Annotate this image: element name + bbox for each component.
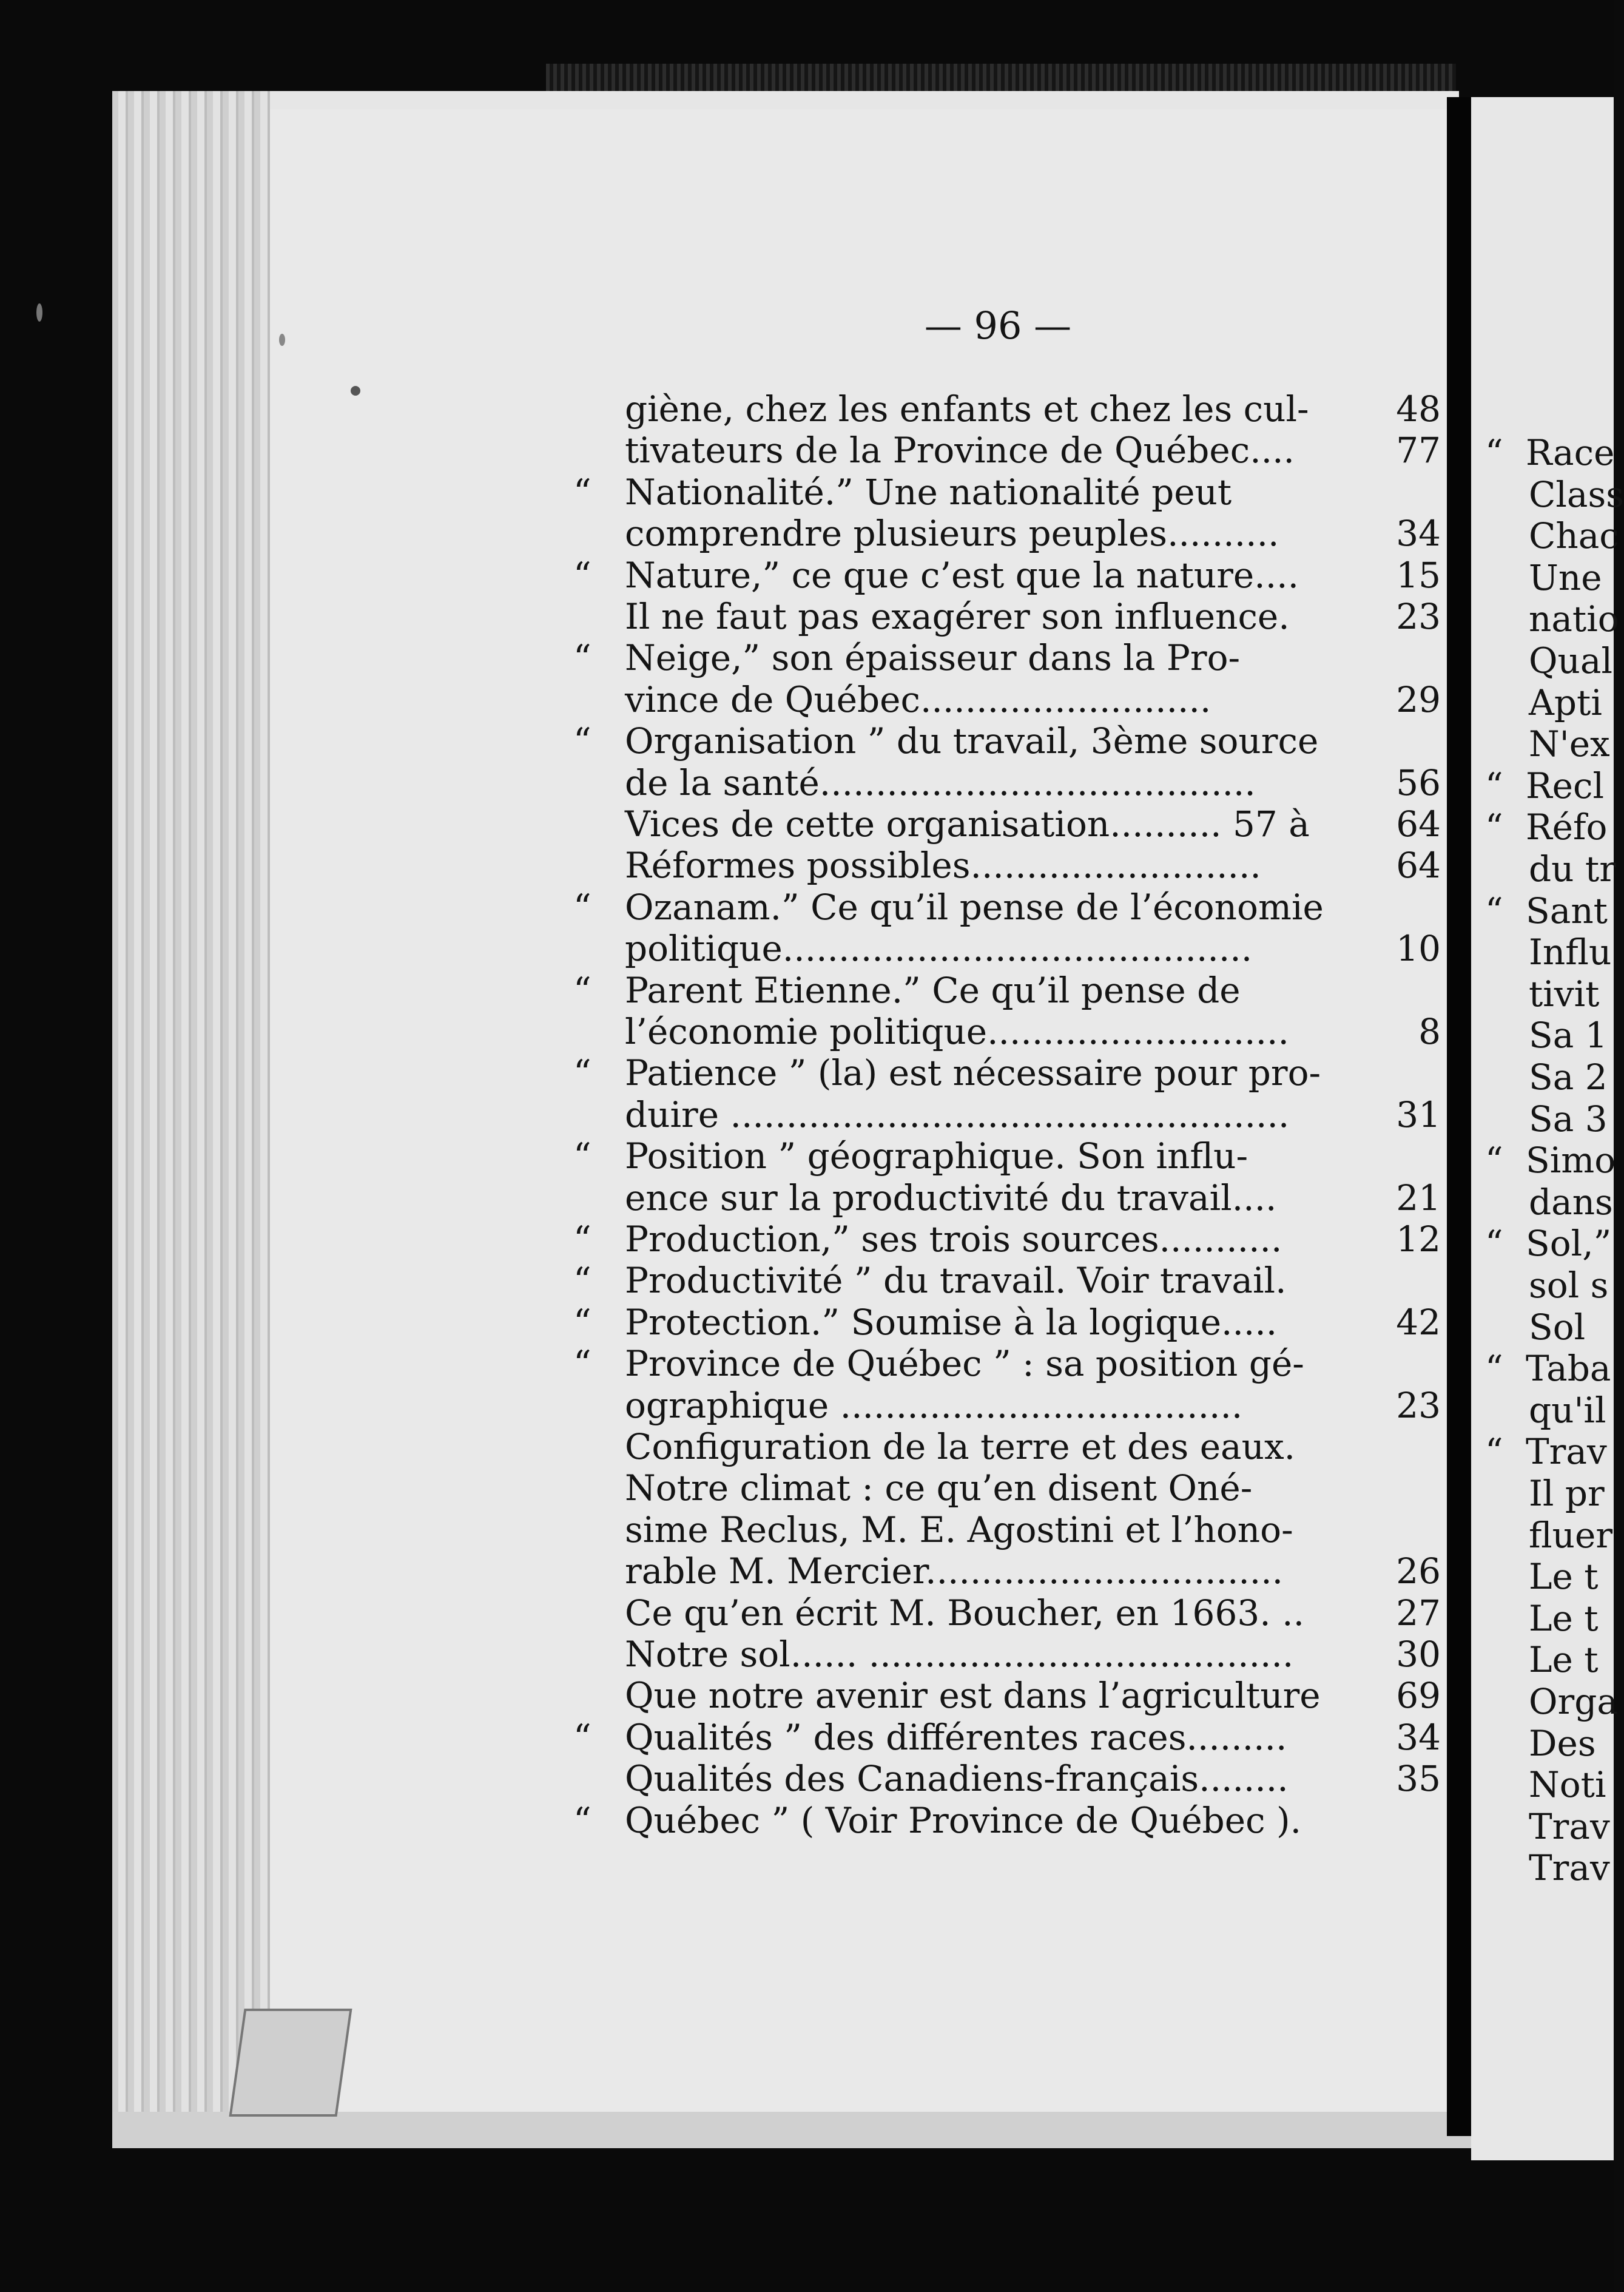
index-entry-text: politique..........................................: [625, 928, 1253, 969]
index-entry-text: sime Reclus, M. E. Agostini et l’hono-: [625, 1509, 1293, 1550]
right-page-fragment: Le t: [1529, 1639, 1599, 1680]
right-page-fragment: dans: [1529, 1181, 1613, 1223]
quote-mark: “: [573, 555, 591, 596]
quote-mark: “: [573, 1302, 591, 1343]
right-page-fragment: Le t: [1529, 1556, 1599, 1597]
right-page-fragment: Recl: [1526, 765, 1605, 806]
right-page-fragment: Chac: [1529, 515, 1619, 556]
page-reference: 15: [1396, 555, 1441, 596]
page-reference: 30: [1396, 1634, 1441, 1675]
right-page-fragment: Sa 1: [1529, 1015, 1608, 1056]
quote-mark: “: [573, 1800, 591, 1841]
right-page-fragment: natio: [1529, 598, 1619, 640]
right-page-fragment: Sol,”: [1526, 1223, 1612, 1264]
page-reference: 31: [1396, 1094, 1441, 1135]
page-reference: 64: [1396, 803, 1441, 845]
page-number: — 96 —: [924, 303, 1072, 348]
quote-mark: “: [573, 1135, 591, 1177]
quote-mark: “: [573, 1717, 591, 1758]
quote-mark: “: [573, 472, 591, 513]
quote-mark: “: [573, 1343, 591, 1384]
index-entry-text: Réformes possibles..........................: [625, 845, 1261, 886]
index-entry-text: Province de Québec ” : sa position gé-: [625, 1343, 1304, 1384]
page-reference: 21: [1396, 1177, 1441, 1219]
page-reference: 48: [1396, 388, 1441, 430]
right-page-fragment: Trav: [1526, 1431, 1607, 1472]
index-entry-text: Protection.” Soumise à la logique.....: [625, 1302, 1278, 1343]
right-page-fragment: du tr: [1529, 848, 1616, 890]
page-reference: 64: [1396, 845, 1441, 886]
right-page-fragment: Il pr: [1529, 1473, 1605, 1514]
quote-mark: “: [573, 1260, 591, 1301]
right-page-fragment: Race: [1526, 432, 1615, 473]
index-entry-text: comprendre plusieurs peuples..........: [625, 513, 1279, 554]
right-page-fragment: Réfo: [1526, 806, 1608, 848]
book-gutter: [1447, 97, 1471, 2136]
index-entry-text: Patience ” (la) est nécessaire pour pro-: [625, 1052, 1321, 1094]
quote-mark: “: [1485, 1140, 1503, 1181]
ink-spot: [351, 386, 360, 396]
ink-spot: [279, 334, 285, 346]
index-entry-text: Organisation ” du travail, 3ème source: [625, 720, 1319, 762]
index-entry-text: Productivité ” du travail. Voir travail.: [625, 1260, 1287, 1301]
page-reference: 42: [1396, 1302, 1441, 1343]
right-page-fragment: Taba: [1526, 1348, 1611, 1389]
index-entry-text: Vices de cette organisation.......... 57 à: [625, 803, 1310, 845]
index-entry-text: Notre climat : ce qu’en disent Oné-: [625, 1467, 1253, 1509]
right-page-fragment: Qual: [1529, 640, 1613, 681]
quote-mark: “: [1485, 1431, 1503, 1472]
index-entry-text: Qualités ” des différentes races.........: [625, 1717, 1287, 1758]
page-reference: 35: [1396, 1758, 1441, 1799]
right-page-fragment: Sa 3: [1529, 1098, 1608, 1140]
quote-mark: “: [1485, 890, 1503, 931]
index-entry-text: Notre sol...... ......................................: [625, 1634, 1294, 1675]
index-entry-text: Qualités des Canadiens-français........: [625, 1758, 1289, 1799]
right-page-fragment: Orga: [1529, 1681, 1618, 1722]
right-page-fragment: Apti: [1529, 682, 1602, 723]
quote-mark: “: [1485, 1348, 1503, 1389]
right-page-fragment: N'ex: [1529, 723, 1610, 765]
quote-mark: “: [573, 970, 591, 1011]
index-entry-text: Production,” ses trois sources...........: [625, 1219, 1282, 1260]
index-entry-text: ence sur la productivité du travail....: [625, 1177, 1277, 1219]
quote-mark: “: [573, 720, 591, 762]
right-page-fragment: Simo: [1526, 1140, 1616, 1181]
page-reference: 29: [1396, 679, 1441, 720]
index-entry-text: Ce qu’en écrit M. Boucher, en 1663. ..: [625, 1592, 1305, 1634]
quote-mark: “: [573, 1219, 591, 1260]
page-reference: 34: [1396, 513, 1441, 554]
page-reference: 27: [1396, 1592, 1441, 1634]
right-page-fragment: Trav: [1529, 1847, 1610, 1888]
page-reference: 8: [1418, 1011, 1441, 1052]
page-stack-edges: [112, 91, 270, 2142]
page-reference: 77: [1396, 430, 1441, 471]
page-reference: 23: [1396, 596, 1441, 637]
index-entry-text: de la santé.......................................: [625, 762, 1256, 803]
index-entry-text: duire ..................................................: [625, 1094, 1290, 1135]
quote-mark: “: [1485, 806, 1503, 848]
right-page-fragment: Sant: [1526, 890, 1608, 931]
index-entry-text: l’économie politique...........................: [625, 1011, 1289, 1052]
index-entry-text: tivateurs de la Province de Québec....: [625, 430, 1295, 471]
quote-mark: “: [573, 637, 591, 678]
index-entry-text: Neige,” son épaisseur dans la Pro-: [625, 637, 1241, 678]
right-page-fragment: fluer: [1529, 1515, 1613, 1556]
quote-mark: “: [1485, 1223, 1503, 1264]
quote-mark: “: [1485, 765, 1503, 806]
page-reference: 69: [1396, 1675, 1441, 1716]
right-page-fragment: Des: [1529, 1723, 1596, 1764]
index-entry-text: Parent Etienne.” Ce qu’il pense de: [625, 970, 1241, 1011]
right-page-fragment: Sa 2: [1529, 1056, 1608, 1098]
index-entry-text: ographique ....................................: [625, 1385, 1243, 1426]
right-page-fragment: Influ: [1529, 931, 1612, 973]
right-page-fragment: sol s: [1529, 1265, 1609, 1306]
quote-mark: “: [573, 1052, 591, 1094]
right-page-fragment: Trav: [1529, 1806, 1610, 1847]
right-page-fragment: Noti: [1529, 1764, 1606, 1805]
index-entry-text: vince de Québec..........................: [625, 679, 1211, 720]
right-page-fragment: Une: [1529, 557, 1602, 598]
page-reference: 10: [1396, 928, 1441, 969]
index-entry-text: Que notre avenir est dans l’agriculture: [625, 1675, 1321, 1716]
page-reference: 12: [1396, 1219, 1441, 1260]
page-reference: 34: [1396, 1717, 1441, 1758]
page-reference: 26: [1396, 1550, 1441, 1592]
right-page-fragment: qu'il: [1529, 1390, 1606, 1431]
index-entry-text: giène, chez les enfants et chez les cul-: [625, 388, 1309, 430]
right-page-fragment: Sol: [1529, 1307, 1586, 1348]
ink-spot: [36, 303, 42, 322]
index-entry-text: Ozanam.” Ce qu’il pense de l’économie: [625, 887, 1324, 928]
right-page-fragment: Class: [1529, 474, 1624, 515]
index-entry-text: Position ” géographique. Son influ-: [625, 1135, 1248, 1177]
right-page-fragment: Le t: [1529, 1598, 1599, 1639]
folded-corner: [229, 2009, 352, 2117]
index-entry-text: Il ne faut pas exagérer son influence.: [625, 596, 1290, 637]
index-entry-text: Configuration de la terre et des eaux.: [625, 1426, 1296, 1467]
page-reference: 56: [1396, 762, 1441, 803]
page-reference: 23: [1396, 1385, 1441, 1426]
index-entry-text: rable M. Mercier................................: [625, 1550, 1284, 1592]
quote-mark: “: [1485, 432, 1503, 473]
quote-mark: “: [573, 887, 591, 928]
index-entry-text: Québec ” ( Voir Province de Québec ).: [625, 1800, 1302, 1841]
page-bottom-edge: [112, 2112, 1471, 2148]
index-entry-text: Nature,” ce que c’est que la nature....: [625, 555, 1299, 596]
index-entry-text: Nationalité.” Une nationalité peut: [625, 472, 1232, 513]
right-page-fragment: tivit: [1529, 973, 1600, 1015]
